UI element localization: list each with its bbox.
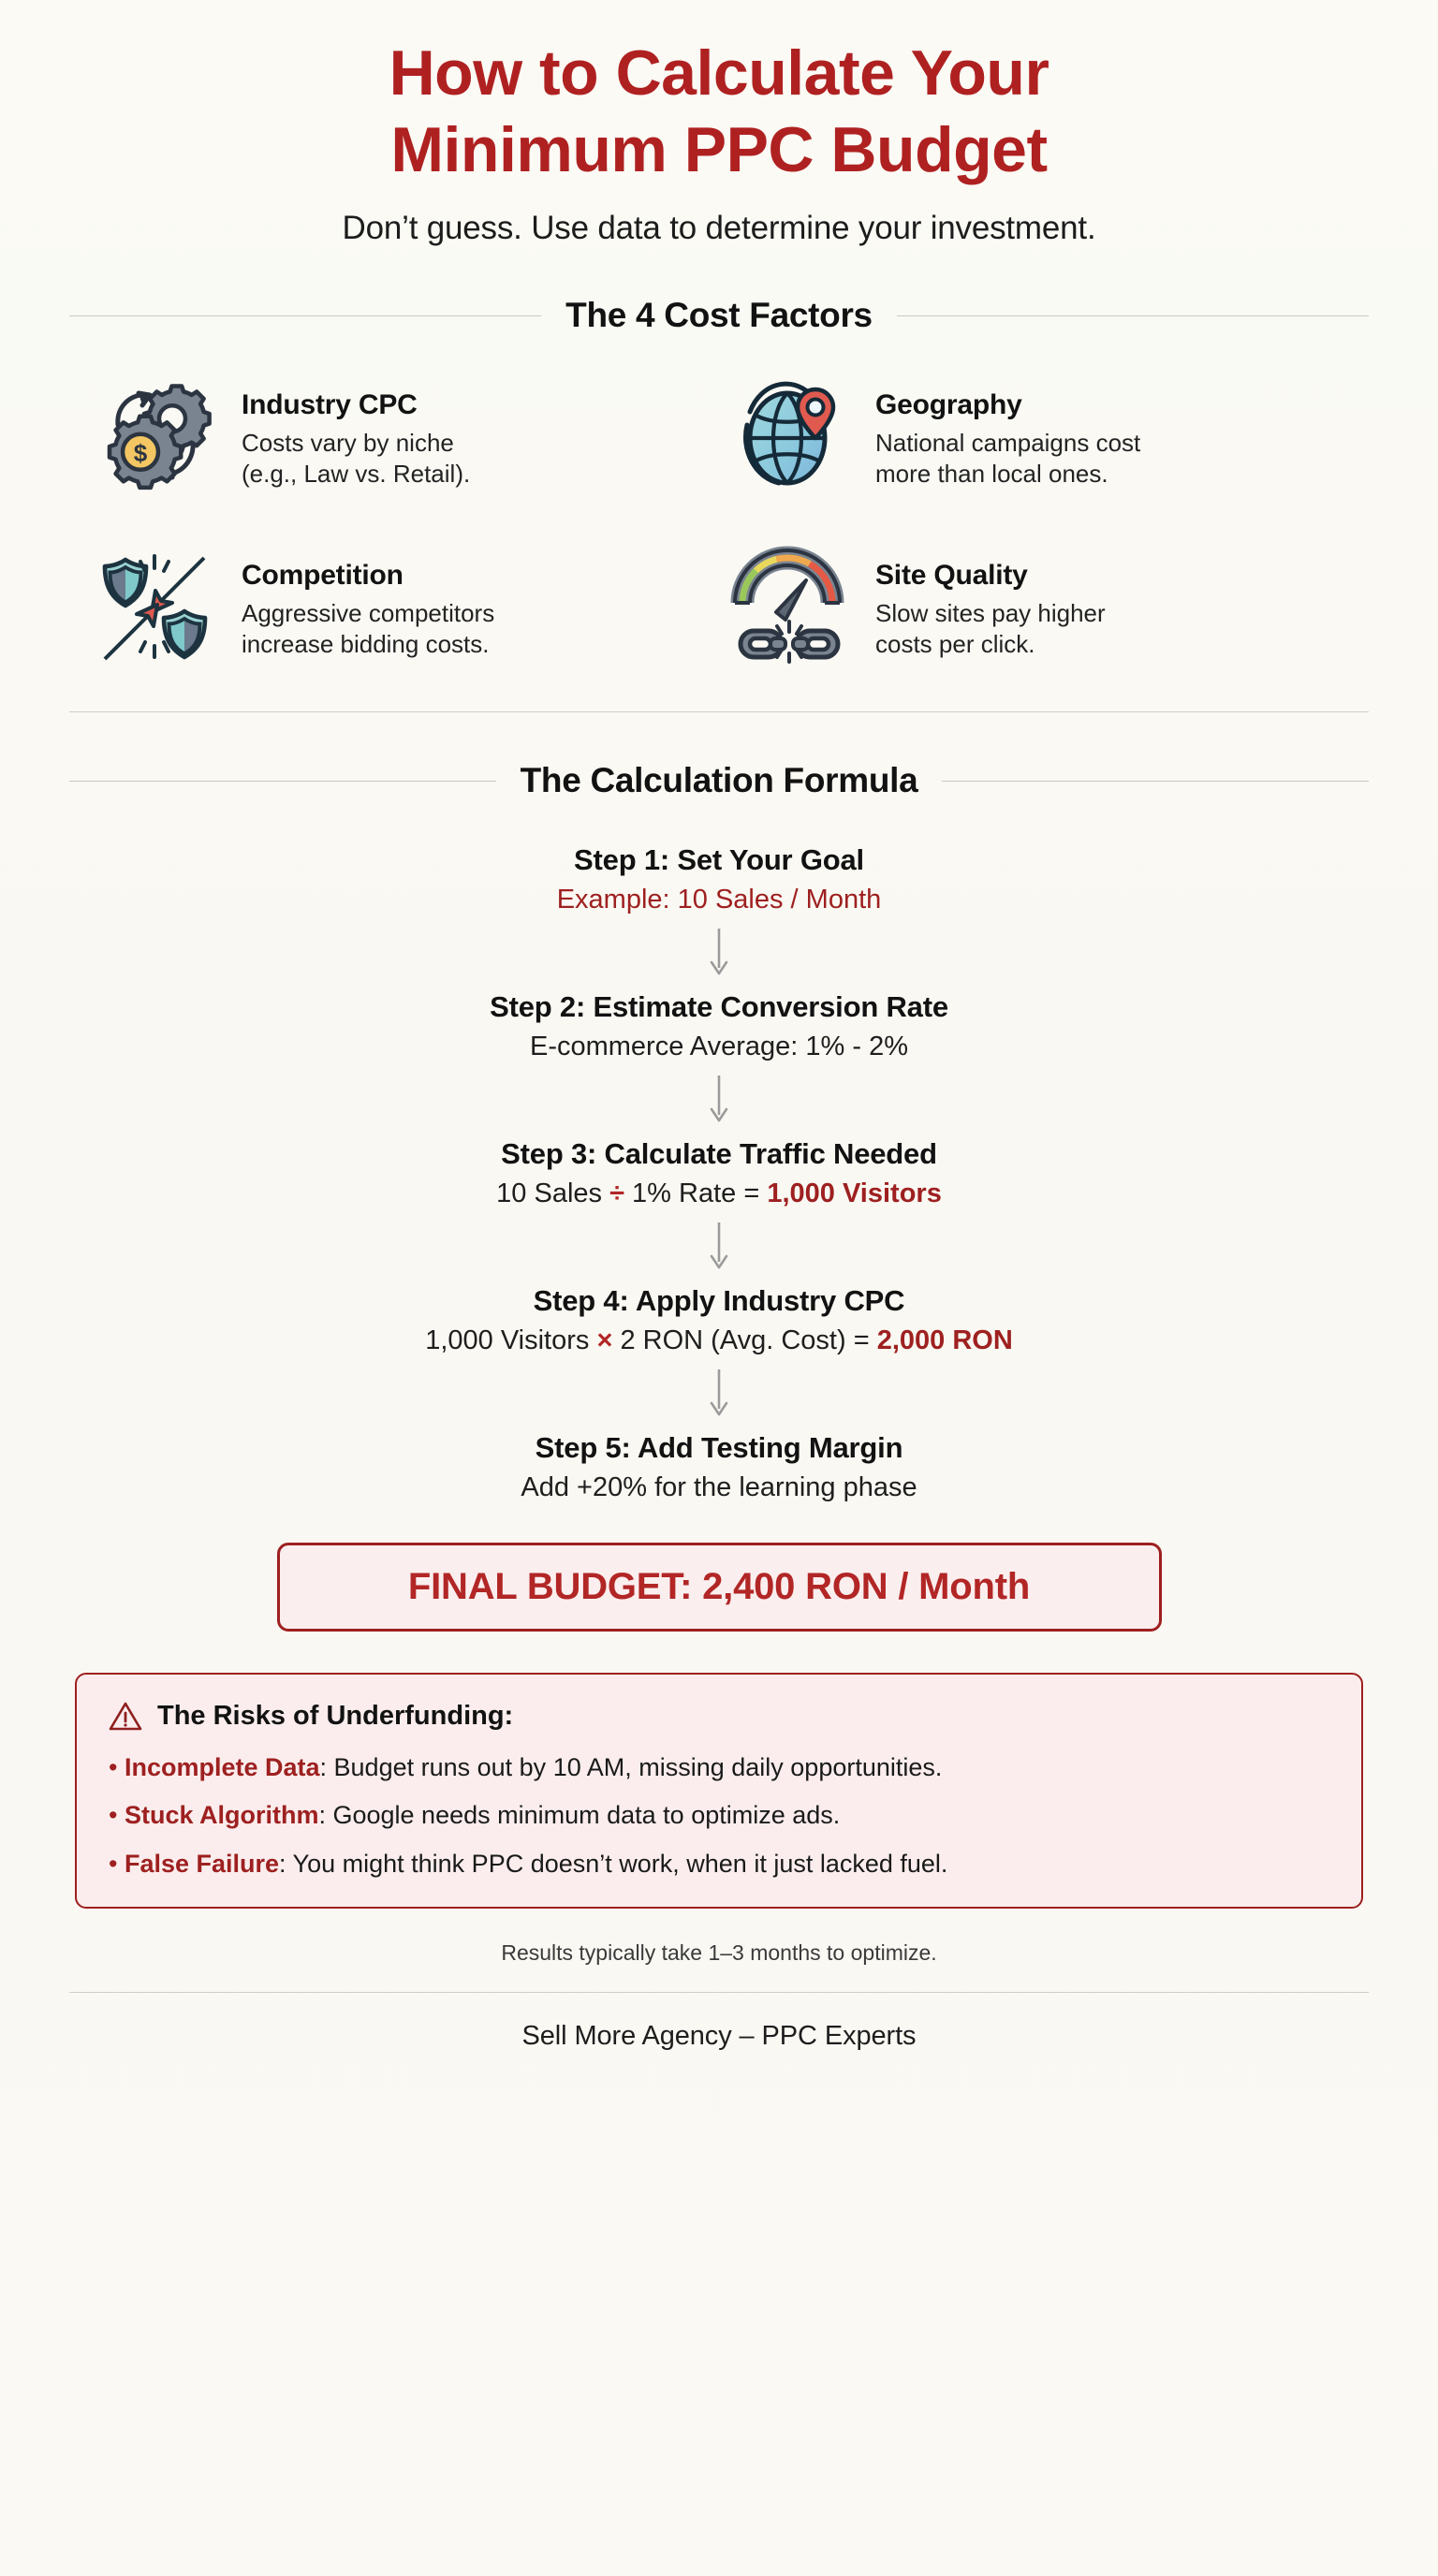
final-budget-text: FINAL BUDGET: 2,400 RON / Month: [407, 1566, 1031, 1607]
factor-desc-line-1: Aggressive competitors: [242, 599, 495, 627]
gears-money-icon: [94, 374, 217, 498]
risk-label: False Failure: [124, 1849, 280, 1878]
page-title: [66, 37, 1372, 185]
step-3: [66, 1137, 1372, 1209]
step-detail: [66, 1472, 1372, 1503]
risk-item: [109, 1849, 1329, 1879]
step-4: [66, 1284, 1372, 1356]
step-detail-prefix: 1,000 Visitors: [425, 1325, 597, 1355]
formula-steps: [66, 843, 1372, 1503]
flow-arrow-icon: [707, 1221, 731, 1273]
risk-bullet: •: [109, 1753, 118, 1781]
section-divider: [69, 711, 1369, 712]
factor-title: Industry CPC: [242, 389, 418, 420]
factor-text: [875, 545, 1106, 660]
factor-title: Geography: [875, 389, 1022, 420]
risk-bullet: •: [109, 1849, 118, 1878]
cost-factors-heading: [66, 296, 1372, 335]
step-title: Step 5: Add Testing Margin: [535, 1431, 903, 1464]
heading-rule-right: [897, 315, 1369, 316]
factor-desc-line-1: Slow sites pay higher: [875, 599, 1106, 627]
heading-rule-left: [69, 781, 496, 782]
factor-geography: [727, 374, 1344, 498]
step-detail: [66, 1178, 1372, 1209]
factor-text: [875, 374, 1140, 490]
factor-desc: [875, 428, 1140, 490]
globe-pin-icon: [727, 374, 851, 498]
step-detail-between: 2 RON (Avg. Cost) =: [612, 1325, 877, 1355]
step-detail-result: 1,000 Visitors: [767, 1178, 942, 1208]
risk-item: [109, 1800, 1329, 1830]
step-detail-prefix: 10 Sales: [496, 1178, 610, 1208]
step-detail: [66, 1032, 1372, 1062]
final-budget-box: [277, 1543, 1162, 1632]
step-5: [66, 1431, 1372, 1503]
risk-text: : Budget runs out by 10 AM, missing daily opportunities.: [319, 1753, 943, 1781]
factor-industry-cpc: [94, 374, 711, 498]
step-title: Step 2: Estimate Conversion Rate: [490, 990, 948, 1023]
formula-title: The Calculation Formula: [520, 761, 918, 799]
footer-divider: [69, 1992, 1369, 1993]
footer-brand: Sell More Agency – PPC Experts: [521, 2021, 917, 2052]
factor-site-quality: [727, 545, 1344, 668]
risk-text: : You might think PPC doesn’t work, when it just lacked fuel.: [279, 1849, 948, 1878]
step-detail-result: 2,000 RON: [876, 1325, 1013, 1355]
formula-heading: [66, 761, 1372, 800]
page-subtitle: Don’t guess. Use data to determine your investment.: [342, 210, 1096, 246]
risks-title: The Risks of Underfunding:: [157, 1701, 514, 1731]
factor-desc-line-2: costs per click.: [875, 629, 1035, 658]
risks-list: [109, 1752, 1329, 1879]
step-detail: [66, 885, 1372, 915]
step-detail: [66, 1325, 1372, 1356]
step-2: [66, 990, 1372, 1062]
risk-text: : Google needs minimum data to optimize ads.: [318, 1801, 841, 1830]
factor-title: Competition: [242, 560, 404, 591]
step-detail-operator: ÷: [609, 1178, 624, 1208]
factor-desc-line-2: (e.g., Law vs. Retail).: [242, 459, 471, 488]
factor-title: Site Quality: [875, 560, 1028, 591]
header: [66, 0, 1372, 247]
factor-text: [242, 545, 494, 660]
flow-arrow-icon: [707, 927, 731, 979]
title-line-2: Minimum PPC Budget: [390, 114, 1048, 185]
shields-arrows-icon: [94, 545, 217, 668]
flow-arrow-icon: [707, 1074, 731, 1126]
heading-rule-left: [69, 315, 541, 316]
cost-factors-grid: [66, 374, 1372, 668]
step-detail-operator: ×: [596, 1325, 613, 1355]
factor-desc: [875, 598, 1106, 660]
step-detail-between: 1% Rate =: [624, 1178, 768, 1208]
factor-desc: [242, 598, 494, 660]
flow-arrow-icon: [707, 1368, 731, 1420]
factor-competition: [94, 545, 711, 668]
factor-desc-line-2: increase bidding costs.: [242, 629, 490, 658]
step-detail-text: Add +20% for the learning phase: [521, 1472, 917, 1502]
risk-item: [109, 1752, 1329, 1782]
svg-text:$: $: [133, 439, 148, 467]
gauge-broken-link-icon: [727, 545, 851, 668]
factor-desc-line-2: more than local ones.: [875, 459, 1108, 488]
step-1: [66, 843, 1372, 915]
step-detail-text: Example: 10 Sales / Month: [556, 885, 882, 915]
title-line-1: How to Calculate Your: [389, 37, 1049, 109]
optimization-note: Results typically take 1–3 months to optimize.: [501, 1940, 937, 1966]
factor-text: [242, 374, 470, 490]
step-title: Step 3: Calculate Traffic Needed: [501, 1137, 937, 1170]
factor-desc: [242, 428, 470, 490]
risk-label: Stuck Algorithm: [124, 1801, 319, 1830]
step-title: Step 4: Apply Industry CPC: [533, 1284, 905, 1317]
risks-header: [109, 1701, 1329, 1732]
warning-triangle-icon: [109, 1701, 142, 1732]
step-detail-text: E-commerce Average: 1% - 2%: [529, 1032, 909, 1061]
factor-desc-line-1: Costs vary by niche: [242, 429, 454, 457]
heading-rule-right: [942, 781, 1369, 782]
risks-box: [75, 1673, 1363, 1909]
step-title: Step 1: Set Your Goal: [574, 843, 864, 876]
cost-factors-title: The 4 Cost Factors: [565, 296, 873, 334]
risk-bullet: •: [109, 1801, 118, 1830]
risk-label: Incomplete Data: [124, 1753, 320, 1781]
factor-desc-line-1: National campaigns cost: [875, 429, 1141, 457]
